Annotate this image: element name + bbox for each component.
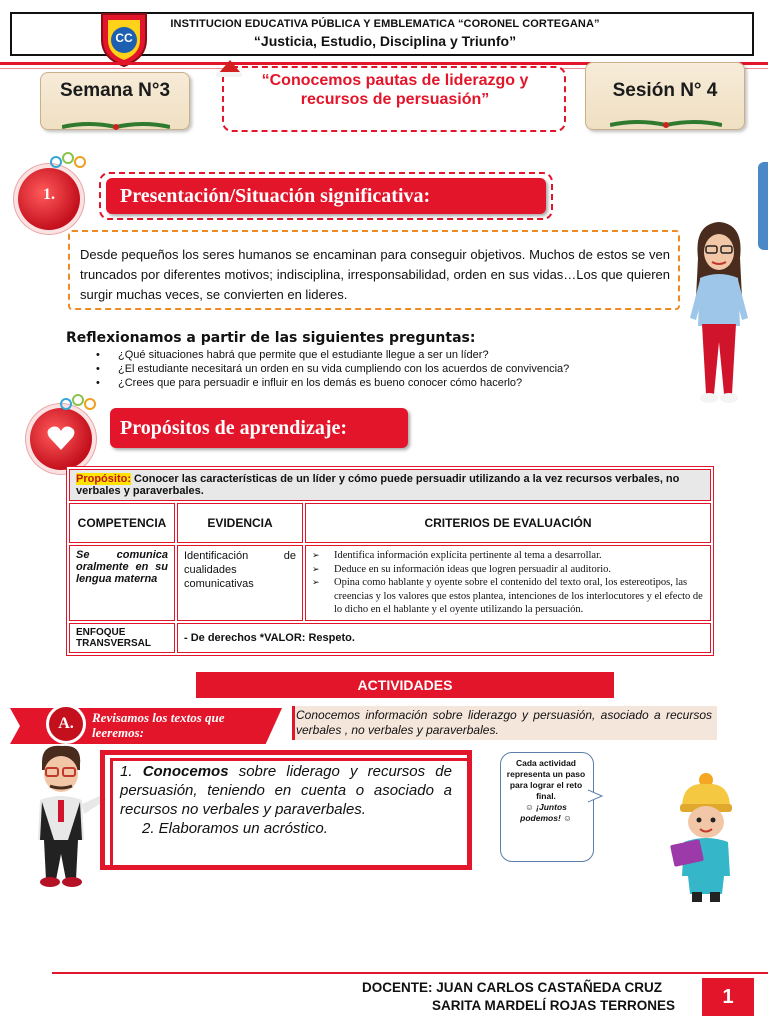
purpose-cell [69,469,711,501]
footer-divider [52,972,768,974]
header-criterios: CRITERIOS DE EVALUACIÓN [305,503,711,543]
decorative-dots-icon [60,394,90,410]
section-2-heading: Propósitos de aprendizaje: [110,408,408,448]
page-number: 1 [702,978,754,1016]
header-evidencia: EVIDENCIA [177,503,303,543]
pine-garland-icon [62,118,170,128]
table-row [69,469,711,501]
heart-icon [22,180,52,208]
situation-text: Desde pequeños los seres humanos se encaminan para conseguir objetivos. Muchos de estos se ven truncados por diferentes motivos; indisciplina, irresponsabilidad, orden en sus vidas…Los que quieren surgir muchas veces, se convierten en lideres. [80,247,670,302]
learning-purpose-table [66,466,714,656]
list-item: • ¿Crees que para persuadir e influir en los demás es bueno conocer cómo hacerlo? [96,376,569,390]
steps-text [120,762,452,838]
pine-garland-icon [610,116,722,126]
boy-avatar-icon [24,744,108,888]
list-item: ➢ Opina como hablante y oyente sobre el contenido del texto oral, los estereotipos, las creencias y los valores que estos plantea, intenciones de los interlocutores y el efecto de lo dicho en el hablante y el oyente utilizando la persuación. [312,576,704,617]
girl-reading-avatar-icon [664,772,748,906]
list-item: • ¿Qué situaciones habrá que permite que el estudiante llegue a ser un líder? [96,348,569,362]
step-1-number: 1. [120,763,143,780]
bubble-line: Cada actividad representa un paso para lograr el reto final. [506,758,586,801]
reflection-questions [96,348,569,390]
table-row [69,503,711,543]
purpose-text: Conocer las características de un líder y cómo puede persuadir utilizando a la vez recursos verbales, no verbales y paraverbales. [76,473,680,497]
step-1 [120,762,452,819]
enfoque-label: ENFOQUE TRANSVERSAL [69,623,175,653]
teacher-avatar-icon [684,218,754,408]
evidencia-cell: Identificación de cualidades comunicativas [177,545,303,621]
enfoque-value: - De derechos *VALOR: Respeto. [177,623,711,653]
bubble-text [504,758,588,824]
bubble-tail-icon [588,788,604,804]
school-motto: “Justicia, Estudio, Disciplina y Triunfo” [253,33,517,49]
activity-a-title: Revisamos los textos que leeremos: [92,710,225,740]
decorative-dots-icon [50,152,80,168]
table-row [69,545,711,621]
teacher-names-line-1: DOCENTE: JUAN CARLOS CASTAÑEDA CRUZ [362,980,662,995]
activity-a-description: Conocemos información sobre liderazgo y persuasión, asociado a recursos verbales , no verbales y paraverbales. [296,708,712,737]
shield-letters: CC [115,31,133,45]
step-1-rest: sobre liderago y recursos de persuasión, teniendo en cuenta o asociado a recursos no verbales y paraverbales. [120,763,452,818]
reflection-title: Reflexionamos a partir de las siguientes preguntas: [66,330,476,346]
side-tab [758,162,768,250]
list-item: ➢ Identifica información explícita pertinente al tema a desarrollar. [312,549,704,563]
heart-icon [46,424,76,452]
school-name: INSTITUCION EDUCATIVA PÚBLICA Y EMBLEMATICA “CORONEL CORTEGANA” [170,18,600,30]
header-competencia: COMPETENCIA [69,503,175,543]
section-1-number: 1. [43,186,55,203]
teacher-names-line-2: SARITA MARDELÍ ROJAS TERRONES [432,998,676,1013]
table-row [69,623,711,653]
ribbon-notch [10,708,20,744]
activities-heading: ACTIVIDADES [196,672,614,698]
competencia-cell: Se comunica oralmente en su lengua materna [69,545,175,621]
list-item: ➢ Deduce en su información ideas que logren persuadir al auditorio. [312,563,704,577]
week-label: Semana N°3 [59,80,171,101]
section-1-heading: Presentación/Situación significativa: [106,178,546,214]
list-item: • ¿El estudiante necesitará un orden en su vida cumpliendo con los acuerdos de convivencia? [96,362,569,376]
purpose-label: Propósito: [76,473,131,485]
session-label: Sesión N° 4 [612,80,718,101]
activity-a-letter: A. [46,704,86,744]
step-1-bold: Conocemos [142,763,229,780]
step-2: 2. Elaboramos un acróstico. [142,820,328,837]
bubble-cheer: ☺ ¡Juntos podemos! ☺ [520,802,572,823]
session-title: “Conocemos pautas de liderazgo y recursos de persuasión” [261,72,529,108]
criterios-cell [305,545,711,621]
